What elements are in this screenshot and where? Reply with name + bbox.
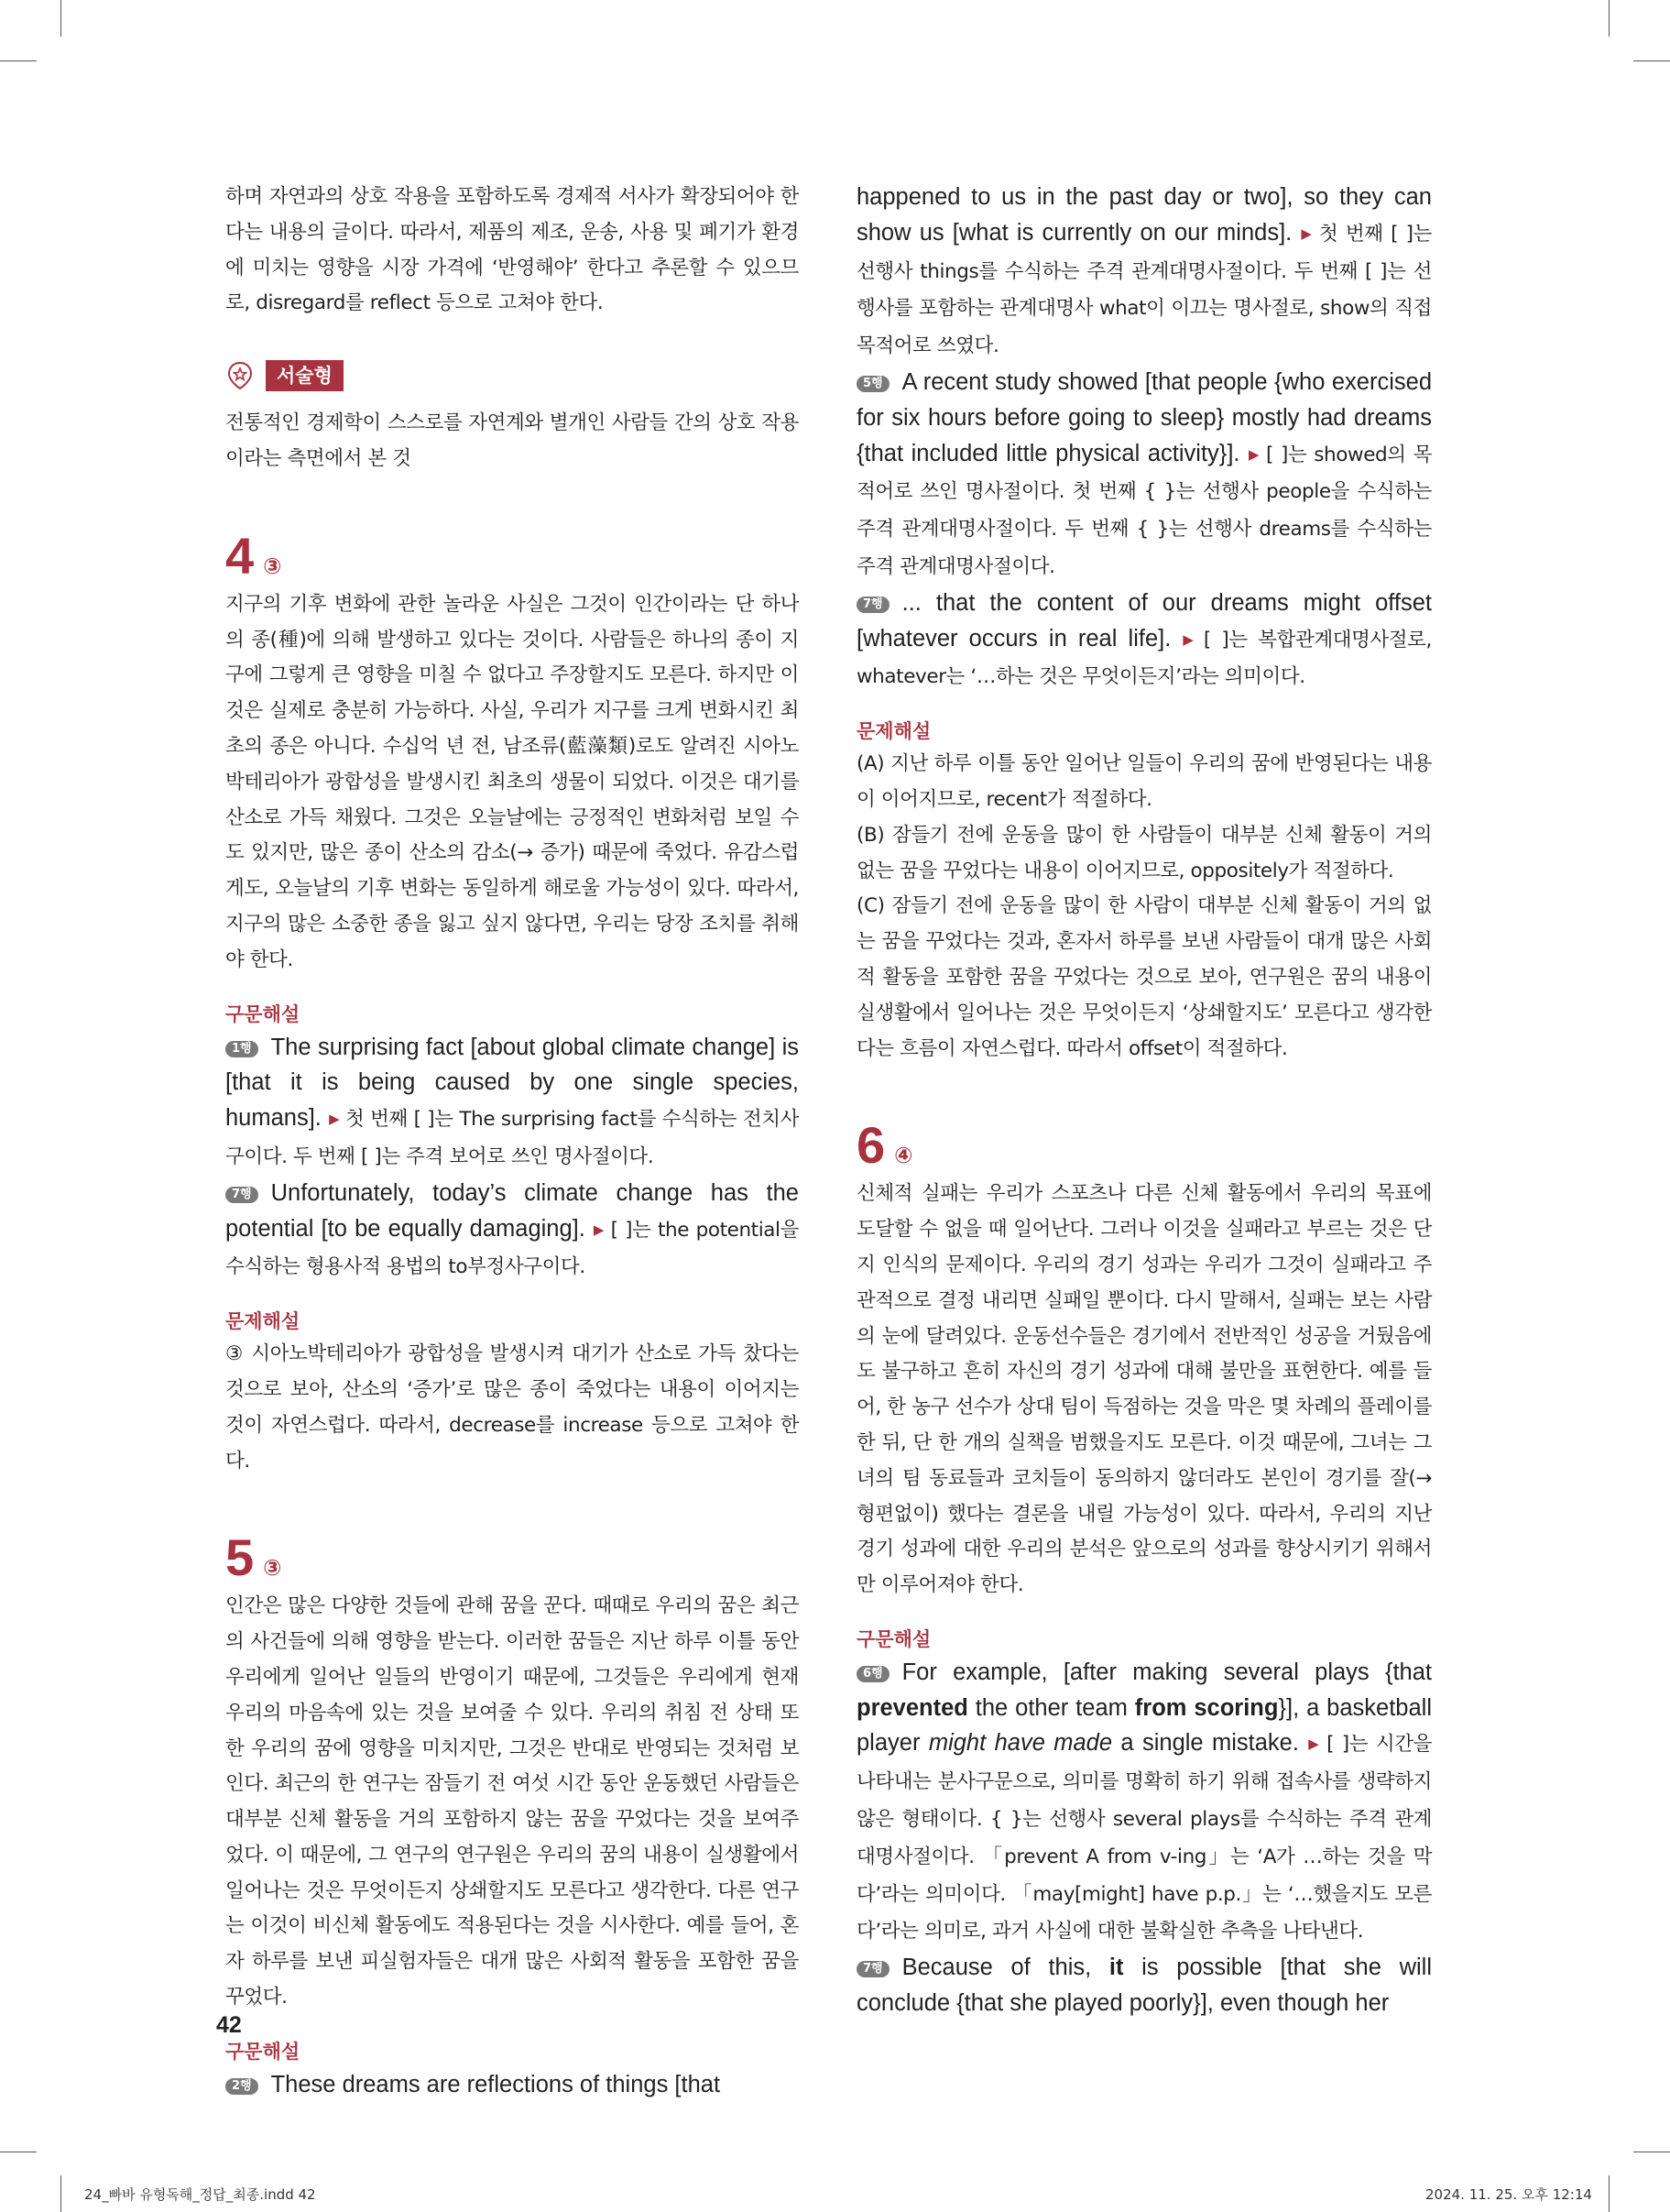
page-number: 42 [216,2012,242,2038]
english-text: is possible [that she will conclude {that she played poorly}], even though her [857,1955,1432,2017]
crop-mark [1609,0,1610,37]
question-6-header [857,1118,1432,1173]
line-badge: 7행 [225,1187,258,1203]
syntax-heading: 구문해설 [225,2040,300,2063]
question-4-header [225,526,799,585]
crop-mark [60,2175,61,2212]
q5-explanation-a: (A) 지난 하루 이틀 동안 일어난 일들이 우리의 꿈에 반영된다는 내용이 이어지므로, recent가 적절하다. [857,752,1432,811]
syntax-note: 첫 번째 [ ]는 The surprising fact를 수식하는 전치사구이다. 두 번째 [ ]는 주격 보어로 쓰인 명사절이다. [225,1108,799,1168]
line-badge: 7행 [857,597,890,613]
syntax-note: [ ]는 시간을 나타내는 분사구문으로, 의미를 명확히 하기 위해 접속사를 생략하지 않은 형태이다. { }는 선행사 several plays를 수식하는 주격 관계대명사절이다. 「prevent A from v-ing」는 ‘A가 …하는 것을 막다’라는 의미이다. 「may[might] have p.p.」는 ‘…했을지도 모른다’라는 의미로, 과거 사실에 대한 불확실한 추측을 나타낸다. [857,1733,1432,1944]
q5-translation: 인간은 많은 다양한 것들에 관해 꿈을 꾼다. 때때로 우리의 꿈은 최근의 사건들에 의해 영향을 받는다. 이러한 꿈들은 지난 하루 이틀 동안 우리에게 일어난 일들의 반영이기 때문에, 그것들은 우리에게 현재 우리의 마음속에 있는 것을 보여줄 수 있다. 우리의 취침 전 상태 또한 우리의 꿈에 영향을 미치지만, 그것은 반대로 반영되는 것처럼 보인다. 최근의 한 연구는 잠들기 전 여섯 시간 동안 운동했던 사람들은 대부분 신체 활동을 거의 포함하지 않는 꿈을 꾸었다는 것을 보여주었다. 이 때문에, 그 연구의 연구원은 우리의 꿈의 내용이 실생활에서 일어나는 것은 무엇이든지 상쇄할지도 모른다고 생각한다. 다른 연구는 이것이 비신체 활동에도 적용된다는 것을 시사한다. 예를 들어, 혼자 하루를 보낸 피실험자들은 대개 많은 사회적 활동을 포함한 꿈을 꾸었다. [225,1594,799,2009]
q4-syntax-1 [225,1030,799,1176]
q5-syntax-2 [857,365,1432,586]
line-badge: 6행 [857,1666,890,1682]
print-timestamp: 2024. 11. 25. 오후 12:14 [1425,2186,1592,2203]
pointer-icon: ▶ [1178,631,1198,648]
english-sentence: A recent study showed [that people {who exercised for six hours before going to sleep} mostly had dreams {that included little physical activity}]. [857,368,1432,466]
english-text: For example, [after making several plays {that [901,1659,1432,1685]
english-bold: it [1108,1955,1124,1981]
english-text: a single mistake. [1112,1730,1299,1757]
q6-syntax-2 [857,1950,1432,2021]
syntax-heading: 구문해설 [857,1627,932,1650]
question-number: 4 [225,526,255,585]
answer-choice: ④ [894,1143,913,1169]
english-text: }], a basketball player [857,1694,1432,1757]
english-sentence: The surprising fact [about global climate change] is [that it is being caused by one single species, humans]. [225,1034,799,1132]
left-column [225,180,799,2103]
pencil-star-icon [225,361,255,390]
answer-choice: ③ [263,1555,282,1582]
pointer-icon: ▶ [592,1221,606,1238]
q5-syntax-1-cont [857,180,1432,365]
english-text: Because of this, [901,1955,1109,1981]
q4-explanation: ③ 시아노박테리아가 광합성을 발생시켜 대기가 산소로 가득 찼다는 것으로 보아, 산소의 ‘증가’로 많은 종이 죽었다는 내용이 이어지는 것이 자연스럽다. 따라서, decrease를 increase 등으로 고쳐야 한다. [225,1342,799,1473]
right-column [857,180,1432,2021]
essay-label: 서술형 [266,360,344,391]
english-bold: prevented [857,1694,968,1721]
english-bold: from scoring [1134,1694,1279,1721]
crop-mark [0,60,37,61]
pointer-icon: ▶ [1305,1736,1322,1753]
line-badge: 5행 [857,376,890,392]
pointer-icon: ▶ [328,1111,341,1128]
line-badge: 1행 [225,1041,258,1057]
crop-mark [1633,60,1670,61]
english-sentence: ... that the content of our dreams might offset [whatever occurs in real life]. [857,589,1432,652]
syntax-heading: 구문해설 [225,1002,300,1025]
syntax-note: [ ]는 the potential을 수식하는 형용사적 용법의 to부정사구이다. [225,1218,799,1279]
explanation-heading: 문제해설 [857,720,932,743]
q6-translation: 신체적 실패는 우리가 스포츠나 다른 신체 활동에서 우리의 목표에 도달할 수 없을 때 일어난다. 그러나 이것을 실패라고 부르는 것은 단지 인식의 문제이다. 우리의 경기 성과는 우리가 그것이 실패라고 주관적으로 결정 내리면 실패일 뿐이다. 다시 말해서, 실패는 보는 사람의 눈에 달려있다. 운동선수들은 경기에서 전반적인 성공을 거뒀음에도 불구하고 흔히 자신의 경기 성과에 대해 불만을 표현한다. 예를 들어, 한 농구 선수가 상대 팀이 득점하는 것을 막은 몇 차례의 플레이를 한 뒤, 단 한 개의 실책을 범했을지도 모른다. 이것 때문에, 그녀는 그녀의 팀 동료들과 코치들이 동의하지 않더라도 본인이 경기를 잘(→ 형편없이) 했다는 결론을 내릴 가능성이 있다. 따라서, 우리의 지난 경기 성과에 대한 우리의 분석은 앞으로의 성과를 향상시키기 위해서만 이루어져야 한다. [857,1182,1432,1597]
line-badge: 2행 [225,2078,258,2095]
q6-syntax-1 [857,1655,1432,1950]
q5-explanation-c: (C) 잠들기 전에 운동을 많이 한 사람이 대부분 신체 활동이 거의 없는 꿈을 꾸었다는 것과, 혼자서 하루를 보낸 사람들이 대개 많은 사회적 활동을 포함한 꿈을 꾸었다는 것으로 보아, 연구원은 꿈의 내용이 실생활에서 일어나는 것은 무엇이든지 ‘상쇄할지도’ 모른다고 생각한다는 흐름이 자연스럽다. 따라서 offset이 적절하다. [857,894,1432,1060]
question-5-header [225,1530,799,1585]
q4-translation: 지구의 기후 변화에 관한 놀라운 사실은 그것이 인간이라는 단 하나의 종(種)에 의해 발생하고 있다는 것이다. 사람들은 하나의 종이 지구에 그렇게 큰 영향을 미칠 수 없다고 주장할지도 모른다. 하지만 이것은 실제로 충분히 가능하다. 사실, 우리가 지구를 크게 변화시킨 최초의 종은 아니다. 수십억 년 전, 남조류(藍藻類)로도 알려진 시아노박테리아가 광합성을 발생시킨 최초의 생물이 되었다. 이것은 대기를 산소로 가득 채웠다. 그것은 오늘날에는 긍정적인 변화처럼 보일 수도 있지만, 많은 종이 산소의 감소(→ 증가) 때문에 죽었다. 유감스럽게도, 오늘날의 기후 변화는 동일하게 해로울 가능성이 있다. 따라서, 지구의 많은 소중한 종을 잃고 싶지 않다면, 우리는 당장 조치를 취해야 한다. [225,592,799,971]
question-number: 6 [857,1116,886,1175]
crop-mark [60,0,61,37]
syntax-note: [ ]는 복합관계대명사절로, whatever는 ‘…하는 것은 무엇이든지’라는 의미이다. [857,628,1432,689]
answer-choice: ③ [263,553,282,579]
english-sentence: happened to us in the past day or two], so they can show us [what is currently on our minds]. [857,184,1432,246]
syntax-note: 첫 번째 [ ]는 선행사 things를 수식하는 주격 관계대명사절이다. 두 번째 [ ]는 선행사를 포함하는 관계대명사 what이 이끄는 명사절로, show의 직접목적어로 쓰였다. [857,222,1432,358]
q5-syntax-1 [225,2067,799,2103]
pointer-icon: ▶ [1299,225,1314,242]
english-italic: might have made [928,1730,1113,1757]
intro-paragraph: 하며 자연과의 상호 작용을 포함하도록 경제적 서사가 확장되어야 한다는 내용의 글이다. 따라서, 제품의 제조, 운송, 사용 및 폐기가 환경에 미치는 영향을 시장 가격에 ‘반영해야’ 한다고 추론할 수 있으므로, disregard를 reflect 등으로 고쳐야 한다. [225,185,799,315]
crop-mark [1609,2175,1610,2212]
syntax-note: [ ]는 showed의 목적어로 쓰인 명사절이다. 첫 번째 { }는 선행사 people을 수식하는 주격 관계대명사절이다. 두 번째 { }는 선행사 dreams를 수식하는 주격 관계대명사절이다. [857,443,1432,578]
essay-header [225,360,799,391]
file-slug: 24_빠바 유형독해_정답_최종.indd 42 [84,2186,316,2203]
english-sentence: These dreams are reflections of things [that [270,2071,721,2097]
q5-explanation-b: (B) 잠들기 전에 운동을 많이 한 사람들이 대부분 신체 활동이 거의 없는 꿈을 꾸었다는 내용이 이어지므로, oppositely가 적절하다. [857,823,1432,882]
english-text: the other team [967,1694,1135,1721]
question-number: 5 [225,1528,255,1587]
q4-syntax-2 [225,1176,799,1286]
pointer-icon: ▶ [1247,446,1261,463]
essay-answer: 전통적인 경제학이 스스로를 자연계와 별개인 사람들 간의 상호 작용이라는 측면에서 본 것 [225,411,799,470]
q5-syntax-3 [857,586,1432,695]
line-badge: 7행 [857,1961,890,1977]
english-sentence: Unfortunately, today’s climate change has the potential [to be equally damaging]. [225,1179,799,1242]
explanation-heading: 문제해설 [225,1310,300,1333]
